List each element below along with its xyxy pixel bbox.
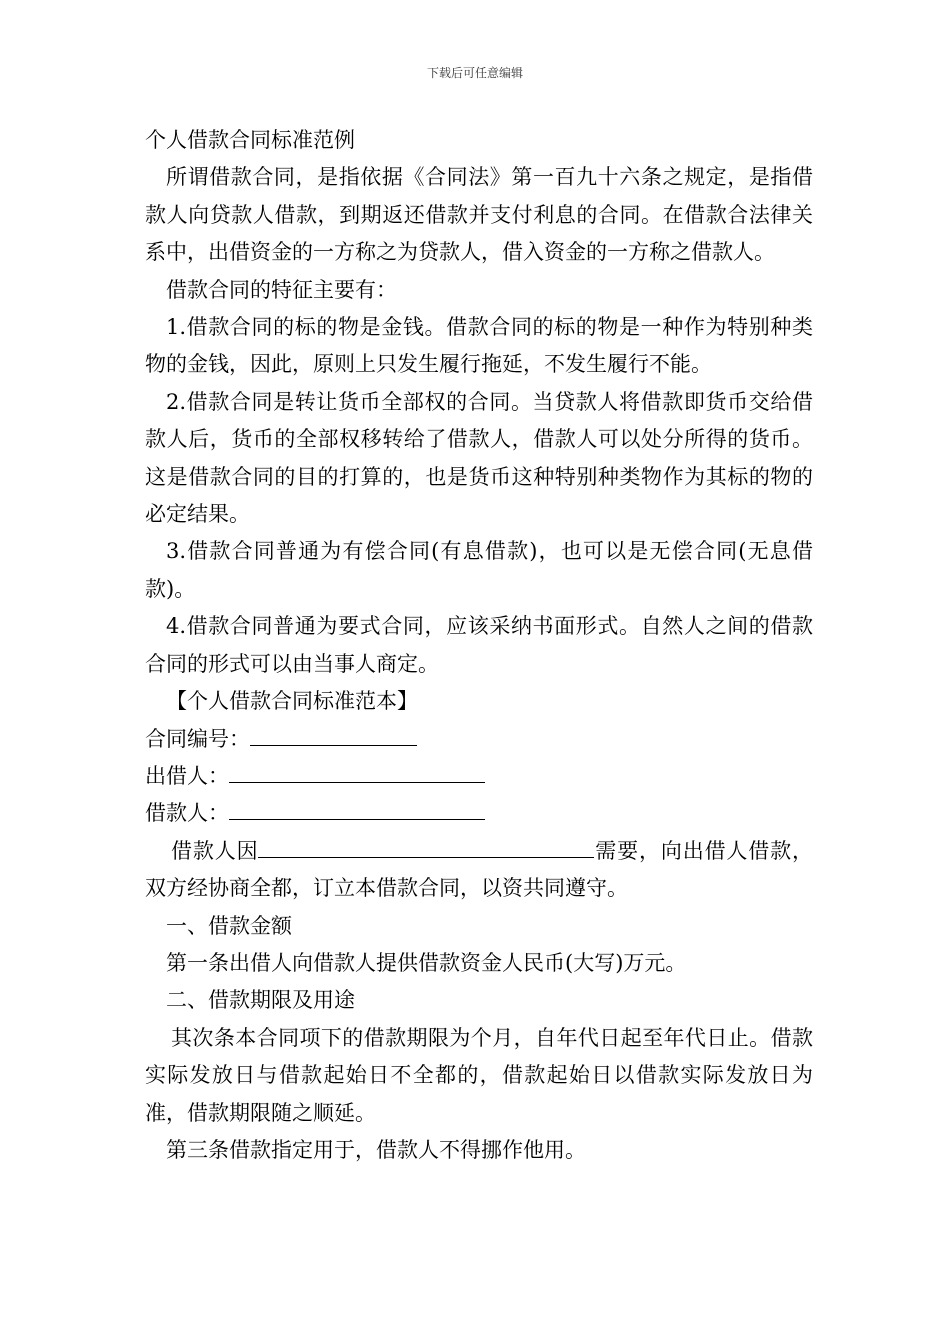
document-body <box>145 122 813 1169</box>
article-1: 第一条出借人向借款人提供借款资金人民币(大写)万元。 <box>166 950 687 975</box>
intro-paragraph: 所谓借款合同，是指依据《合同法》第一百九十六条之规定，是指借款人向贷款人借款，到期返还借款并支付利息的合同。在借款合法律关系中，出借资金的一方称之为贷款人，借入资金的一方称之借款人。 <box>145 165 813 265</box>
feature-item-4: 4.借款合同普通为要式合同，应该采纳书面形式。自然人之间的借款合同的形式可以由当事人商定。 <box>145 614 813 676</box>
borrower-label: 借款人： <box>145 801 229 826</box>
features-heading: 借款合同的特征主要有： <box>166 277 397 302</box>
section-2-heading: 二、借款期限及用途 <box>166 988 355 1013</box>
contract-number-blank[interactable] <box>250 725 417 746</box>
loan-reason-suffix: 需要，向出借人借款，双方经协商全都，订立本借款合同，以资共同遵守。 <box>145 838 814 901</box>
page-header-note: 下载后可任意编辑 <box>426 66 523 80</box>
loan-reason-paragraph <box>145 833 813 908</box>
borrower-line <box>145 795 813 832</box>
lender-label: 出借人： <box>145 763 229 788</box>
feature-item-3: 3.借款合同普通为有偿合同(有息借款)，也可以是无偿合同(无息借款)。 <box>145 539 813 601</box>
feature-item-1: 1.借款合同的标的物是金钱。借款合同的标的物是一种作为特别种类物的金钱，因此，原则上只发生履行拖延，不发生履行不能。 <box>145 315 813 377</box>
contract-number-label: 合同编号： <box>145 726 250 751</box>
borrower-blank[interactable] <box>229 799 485 820</box>
contract-number-line <box>145 721 813 758</box>
lender-blank[interactable] <box>229 762 485 783</box>
template-heading: 【个人借款合同标准范本】 <box>166 689 418 714</box>
document-title: 个人借款合同标准范例 <box>145 128 355 152</box>
article-3: 第三条借款指定用于，借款人不得挪作他用。 <box>166 1137 586 1162</box>
feature-item-2: 2.借款合同是转让货币全部权的合同。当贷款人将借款即货币交给借款人后，货币的全部权移转给了借款人，借款人可以处分所得的货币。这是借款合同的目的打算的，也是货币这种特别种类物作为其标的物的必定结果。 <box>145 389 813 527</box>
loan-reason-prefix: 借款人因 <box>171 838 259 863</box>
lender-line <box>145 758 813 795</box>
article-2: 其次条本合同项下的借款期限为个月，自年代日起至年代日止。借款实际发放日与借款起始日不全都的，借款起始日以借款实际发放日为准，借款期限随之顺延。 <box>145 1025 813 1125</box>
loan-reason-blank[interactable] <box>258 837 594 858</box>
section-1-heading: 一、借款金额 <box>166 913 292 938</box>
